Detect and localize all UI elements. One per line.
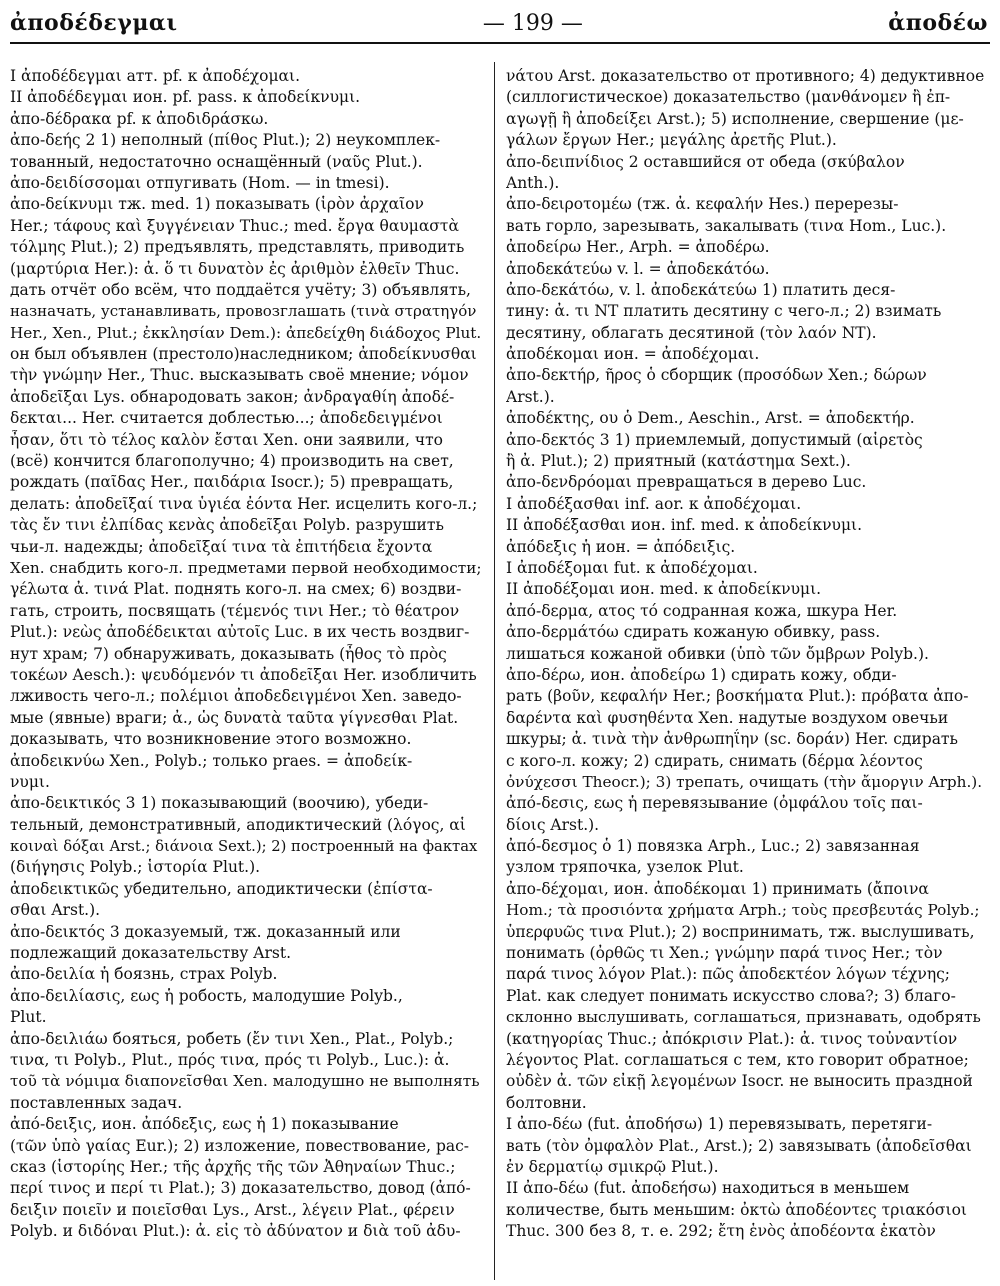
entry-line: сказ (ἱστορίης Her.; τῆς ἀρχῆς τῆς τῶν Ἀθηναίων Thuc.; (10, 1157, 456, 1176)
entry-line: ἀπο-δεκτός 3 1) приемлемый, допустимый (αἱρετὸς (506, 430, 923, 449)
entry-line: лишаться кожаной обивки (ὑπὸ τῶν ὄμβρων Polyb.). (506, 644, 929, 663)
entry-line: τοκέων Aesch.): ψευδόμενόν τι ἀποδεῖξαι Her. изобличить (10, 665, 477, 684)
entry-line: ἀπο-δεής 2 1) неполный (πίθος Plut.); 2) неукомплек- (10, 131, 441, 150)
entry-line: ἀποδείρω Her., Arph. = ἀποδέρω. (506, 238, 770, 257)
entry-line: ὑπερφυῶς τινα Plut.); 2) воспринимать, тж. выслушивать, (506, 922, 975, 941)
entry-line: τοῦ τὰ νόμιμα διαπονεῖσθαι Xen. малодушно не выполнять (10, 1072, 480, 1091)
entry-line: τὰς ἔν τινι ἐλπίδας κενὰς ἀποδεῖξαι Polyb. разрушить (10, 516, 444, 535)
entry-line: Thuc. 300 без 8, т. е. 292; ἔτη ἑνὸς ἀποδέοντα ἑκατὸν (506, 1222, 936, 1241)
entry-line: чьи-л. надежды; ἀποδεῖξαί τινα τὰ ἐπιτήδεια ἔχοντα (10, 537, 433, 556)
entry-line: αγωγῇ ἢ ἀποδείξει Arst.); 5) исполнение, свершение (με- (506, 109, 964, 128)
entry-line: ἀποδεῖξαι Lys. обнародовать закон; ἀνδραγαθίη ἀποδέ- (10, 387, 455, 406)
entry-line: δαρέντα καὶ φυσηθέντα Xen. надутые воздухом овечьи (506, 708, 949, 727)
entry-line: περί τινος и περί τι Plat.); 3) доказательство, довод (ἀπό- (10, 1179, 471, 1198)
entry-line: Anth.). (506, 173, 560, 192)
entry-line: I ἀποδέξομαι fut. к ἀποδέχομαι. (506, 558, 758, 577)
entry-line: ἀπο-δέδρακα pf. к ἀποδιδράσκω. (10, 109, 269, 128)
entry-line: ἀπο-δειροτομέω (тж. ἀ. κεφαλήν Hes.) перерезы- (506, 195, 899, 214)
entry-line: вать (τὸν ὀμφαλὸν Plat., Arst.); 2) завязывать (ἀποδεῖσθαι (506, 1136, 972, 1155)
entry-line: γέλωτα ἀ. τινά Plat. поднять кого-л. на смех; 6) воздви- (10, 580, 462, 599)
entry-line: Xen. снабдить кого-л. предметами первой необходимости; (10, 558, 482, 577)
entry-line: болтовни. (506, 1093, 587, 1112)
entry-line: δεκται... Her. считается доблестью...; ἀποδεδειγμένοι (10, 409, 443, 428)
entry-line: (τῶν ὑπὸ γαίας Eur.); 2) изложение, повествование, рас- (10, 1136, 470, 1155)
entry-line: II ἀποδέδεγμαι ион. pf. pass. к ἀποδείκνυμι. (10, 88, 361, 107)
entry-line: ἀπο-δερμάτόω сдирать кожаную обивку, pass. (506, 623, 881, 642)
entry-line: ἀπο-δέρω, ион. ἀποδείρω 1) сдирать кожу, обди- (506, 665, 897, 684)
entry-line: ἦσαν, ὅτι τὸ τέλος καλὸν ἔσται Xen. они заявили, что (10, 430, 444, 449)
entry-line: Her., Xen., Plut.; ἐκκλησίαν Dem.): ἀπεδείχθη διάδοχος Plut. (10, 323, 482, 342)
header-rule (10, 42, 990, 44)
entry-line: дать отчёт обо всём, что поддаётся учёту; 3) объявлять, (10, 280, 471, 299)
entry-line: ἀπο-δειπνίδιος 2 оставшийся от обеда (σκύβαλον (506, 152, 905, 171)
entry-line: ἐν δερματίῳ σμικρῷ Plut.). (506, 1157, 719, 1176)
entry-line: σθαι Arst.). (10, 901, 101, 920)
entry-line: I ἀπο-δέω (fut. ἀποδήσω) 1) перевязывать, перетяги- (506, 1115, 933, 1134)
entry-line: ἀπό-δεσμος ὁ 1) повязка Arph., Luc.; 2) завязанная (506, 837, 920, 856)
entry-line: κοιναὶ δόξαι Arst.; διάνοια Sext.); 2) построенный на фактах (10, 838, 478, 856)
entry-line: τὴν γνώμην Her., Thuc. высказывать своё мнение; νόμον (10, 366, 469, 385)
entry-line: тованный, недостаточно оснащённый (ναῦς Plut.). (10, 152, 423, 171)
entry-line: десятину, облагать десятиной (τὸν λαόν NT). (506, 323, 877, 342)
left-column (10, 66, 483, 1242)
entry-line: понимать (ὀρθῶς τι Xen.; γνώμην παρά τινος Her.; τὸν (506, 944, 943, 963)
entry-line: τινα, τι Polyb., Plut., πρός τινα, πρός τι Polyb., Luc.): ἀ. (10, 1050, 450, 1069)
entry-line: ἀπο-δέχομαι, ион. ἀποδέκομαι 1) принимать (ἄποινα (506, 879, 929, 898)
entry-line: I ἀποδέξασθαι inf. aor. к ἀποδέχομαι. (506, 494, 802, 513)
entry-line: νάτου Arst. доказательство от противного; 4) дедуктивное (506, 67, 984, 85)
entry-line: ἀπο-δεικτός 3 доказуемый, тж. доказанный или (10, 922, 401, 941)
entry-line: ἀπο-δειλία ἡ боязнь, страх Polyb. (10, 965, 278, 984)
entry-line: II ἀποδέξομαι ион. med. к ἀποδείκνυμι. (506, 580, 822, 599)
entry-line: лживость чего-л.; πολέμιοι ἀποδεδειγμένοι Xen. заведо- (10, 687, 462, 706)
entry-line: ἀπο-δείκνυμι тж. med. 1) показывать (ἱρὸν ἀρχαῖον (10, 195, 424, 214)
entry-line: он был объявлен (престоло)наследником; ἀποδείκνυσθαι (10, 345, 477, 364)
entry-line: вать горло, зарезывать, закалывать (τινα Hom., Luc.). (506, 216, 947, 235)
page-number: — 199 — (482, 11, 583, 36)
right-running-head: ἀποδέω (888, 10, 988, 36)
entry-line: шкуры; ἀ. τινὰ τὴν ἀνθρωπηΐην (sc. δοράν) Her. сдирать (506, 730, 958, 749)
entry-line: делать: ἀποδεῖξαί τινα ὑγιέα ἐόντα Her. исцелить кого-л.; (10, 494, 478, 513)
entry-line: Arst.). (506, 387, 555, 406)
entry-line: δίοις Arst.). (506, 815, 600, 834)
entry-line: ἢ ἀ. Plut.); 2) приятный (κατάστημα Sext.). (506, 452, 851, 471)
entry-line: доказывать, что возникновение этого возможно. (10, 730, 412, 749)
entry-line: тину: ἀ. τι NT платить десятину с чего-л.; 2) взимать (506, 302, 942, 321)
entry-line: мые (явные) враги; ἀ., ὡς δυνατὰ ταῦτα γίγνεσθαι Plat. (10, 708, 459, 727)
entry-line: τόλμης Plut.); 2) предъявлять, представлять, приводить (10, 238, 465, 257)
entry-line: ἀπο-δειδίσσομαι отпугивать (Hom. — in tmesi). (10, 173, 390, 192)
entry-line: λέγοντος Plat. соглашаться с тем, кто говорит обратное; (506, 1050, 969, 1069)
entry-line: Her.; τάφους καὶ ξυγγένειαν Thuc.; med. ἔργα θαυμαστὰ (10, 216, 459, 235)
entry-line: склонно выслушивать, соглашаться, признавать, одобрять (506, 1008, 981, 1027)
entry-line: узлом тряпочка, узелок Plut. (506, 858, 744, 877)
entry-line: II ἀπο-δέω (fut. ἀποδεήσω) находиться в меньшем (506, 1179, 910, 1198)
entry-line: παρά τινος λόγον Plat.): πῶς ἀποδεκτέον λόγων τέχνης; (506, 965, 951, 984)
page-header (10, 10, 988, 42)
entry-line: ἀποδεκάτεύω v. l. = ἀποδεκάτόω. (506, 259, 770, 278)
entry-line: ἀπό-δειξις, ион. ἀπόδεξις, εως ἡ 1) показывание (10, 1115, 399, 1134)
entry-line: ἀπο-δενδρόομαι превращаться в дерево Luc. (506, 473, 867, 492)
entry-line: рать (βοῦν, κεφαλήν Her.; βοσκήματα Plut.): πρόβατα ἀπο- (506, 687, 969, 706)
entry-line: (διήγησις Polyb.; ἱστορία Plut.). (10, 858, 261, 877)
entry-line: рождать (παῖδας Her., παιδάρια Isocr.); 5) превращать, (10, 473, 454, 492)
entry-line: (κατηγορίας Thuc.; ἀπόκρισιν Plat.): ἀ. τινος τοὐναντίον (506, 1029, 958, 1048)
entry-line: ἀπο-δεκάτόω, v. l. ἀποδεκάτεύω 1) платить деся- (506, 280, 896, 299)
entry-line: Hom.; τὰ προσιόντα χρήματα Arph.; τοὺς πρεσβευτάς Polyb.; (506, 901, 980, 920)
entry-line: ἀπό-δερμα, ατος τό содранная кожа, шкура Her. (506, 601, 898, 620)
entry-line: (силлогистическое) доказательство (μανθάνομεν ἢ ἐπ- (506, 88, 951, 107)
entry-line: ὀνύχεσσι Theocr.); 3) трепать, очищать (τὴν ἄμοργιν Arph.). (506, 772, 983, 791)
entry-line: поставленных задач. (10, 1093, 183, 1112)
entry-line: Polyb. и διδόναι Plut.): ἀ. εἰς τὸ ἀδύνατον и διὰ τοῦ ἀδυ- (10, 1222, 461, 1241)
entry-line: ἀπο-δειλιάω бояться, робеть (ἔν τινι Xen., Plat., Polyb.; (10, 1029, 454, 1048)
right-column (506, 66, 984, 1242)
entry-line: γάλων ἔργων Her.; μεγάλης ἀρετῆς Plut.). (506, 131, 837, 150)
entry-line: (μαρτύρια Her.): ἀ. ὅ τι δυνατὸν ἐς ἀριθμὸν ἐλθεῖν Thuc. (10, 259, 460, 278)
entry-line: II ἀποδέξασθαι ион. inf. med. к ἀποδείκνυμι. (506, 516, 863, 535)
entry-line: гать, строить, посвящать (τέμενός τινι Her.; τὸ θέατρον (10, 601, 460, 620)
entry-line: ἀποδέκτης, ου ὁ Dem., Aeschin., Arst. = ἀποδεκτήρ. (506, 409, 915, 428)
entry-line: подлежащий доказательству Arst. (10, 944, 291, 963)
entry-line: (всё) кончится благополучно; 4) производить на свет, (10, 452, 454, 471)
entry-line: δειξιν ποιεῖν и ποιεῖσθαι Lys., Arst., λέγειν Plat., φέρειν (10, 1200, 455, 1219)
entry-line: ἀπο-δειλίασις, εως ἡ робость, малодушие Polyb., (10, 986, 403, 1005)
entry-line: ἀποδεικτικῶς убедительно, аподиктически (ἐπίστα- (10, 879, 433, 898)
entry-line: назначать, устанавливать, провозглашать (τινὰ στρατηγόν (10, 302, 477, 321)
entry-line: Plat. как следует понимать искусство слова?; 3) благо- (506, 986, 956, 1005)
entry-line: ἀπο-δεκτήρ, ῆρος ὁ сборщик (προσόδων Xen.; δώρων (506, 366, 927, 385)
entry-line: нут храм; 7) обнаруживать, доказывать (ἦθος τὸ πρὸς (10, 644, 447, 663)
entry-line: ἀπο-δεικτικός 3 1) показывающий (воочию), убеди- (10, 794, 429, 813)
entry-line: тельный, демонстративный, аподиктический (λόγος, αἱ (10, 815, 466, 834)
entry-line: ἀποδέκομαι ион. = ἀποδέχομαι. (506, 345, 760, 364)
entry-line: Plut. (10, 1008, 47, 1027)
entry-line: с кого-л. кожу; 2) сдирать, снимать (δέρμα λέοντος (506, 751, 923, 770)
entry-line: I ἀποδέδεγμαι атт. pf. к ἀποδέχομαι. (10, 67, 301, 85)
left-running-head: ἀποδέδεγμαι (10, 10, 178, 36)
entry-line: ἀποδεικνύω Xen., Polyb.; только praes. = ἀποδείκ- (10, 751, 413, 770)
entry-line: количестве, быть меньшим: ὀκτὼ ἀποδέοντες τριακόσιοι (506, 1200, 967, 1219)
entry-line: ἀπό-δεσις, εως ἡ перевязывание (ὀμφάλου τοῖς παι- (506, 794, 923, 813)
column-divider (494, 62, 495, 1280)
entry-line: οὐδὲν ἀ. τῶν εἰκῇ λεγομένων Isocr. не выносить праздной (506, 1072, 973, 1091)
entry-line: Plut.): νεὼς ἀποδέδεικται αὐτοῖς Luc. в их честь воздвиг- (10, 623, 470, 642)
entry-line: ἀπόδεξις ἡ ион. = ἀπόδειξις. (506, 537, 736, 556)
entry-line: νυμι. (10, 772, 50, 791)
